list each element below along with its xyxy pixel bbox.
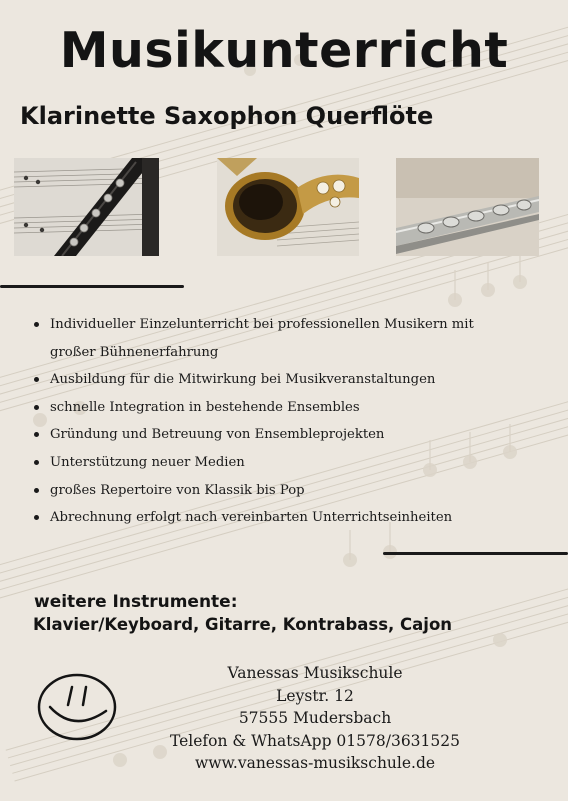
feature-list [30,311,550,532]
saxophone-photo [217,158,359,256]
flute-photo [396,158,539,256]
feature-item-continuation: großer Bühnenerfahrung [50,344,219,360]
feature-item: Unterstützung neuer Medien [30,449,550,477]
phone-number: Telefon & WhatsApp 01578/3631525 [169,731,460,750]
city-address: 57555 Mudersbach [238,709,392,728]
clarinet-photo [14,158,159,256]
feature-item: Abrechnung erfolgt nach vereinbarten Unterrichtseinheiten [30,504,550,532]
more-instruments-heading: weitere Instrumente: [34,592,238,612]
instruments-subtitle: Klarinette Saxophon Querflöte [20,102,434,130]
feature-item: schnelle Integration in bestehende Ensembles [30,394,550,422]
feature-item: großes Repertoire von Klassik bis Pop [30,477,550,505]
more-instruments-list: Klavier/Keyboard, Gitarre, Kontrabass, Cajon [33,615,453,634]
contact-block [150,662,480,775]
school-name: Vanessas Musikschule [227,664,403,682]
smiley-icon [36,671,118,743]
feature-item: Gründung und Betreuung von Ensembleprojekten [30,421,550,449]
feature-item: Ausbildung für die Mitwirkung bei Musikveranstaltungen [30,366,550,394]
divider-left [0,285,184,288]
website-link[interactable]: www.vanessas-musikschule.de [194,754,436,773]
feature-item: Individueller Einzelunterricht bei professionellen Musikern mit [30,311,550,339]
divider-right [383,552,568,555]
page-title: Musikunterricht [59,22,509,79]
street-address: Leystr. 12 [276,686,354,705]
